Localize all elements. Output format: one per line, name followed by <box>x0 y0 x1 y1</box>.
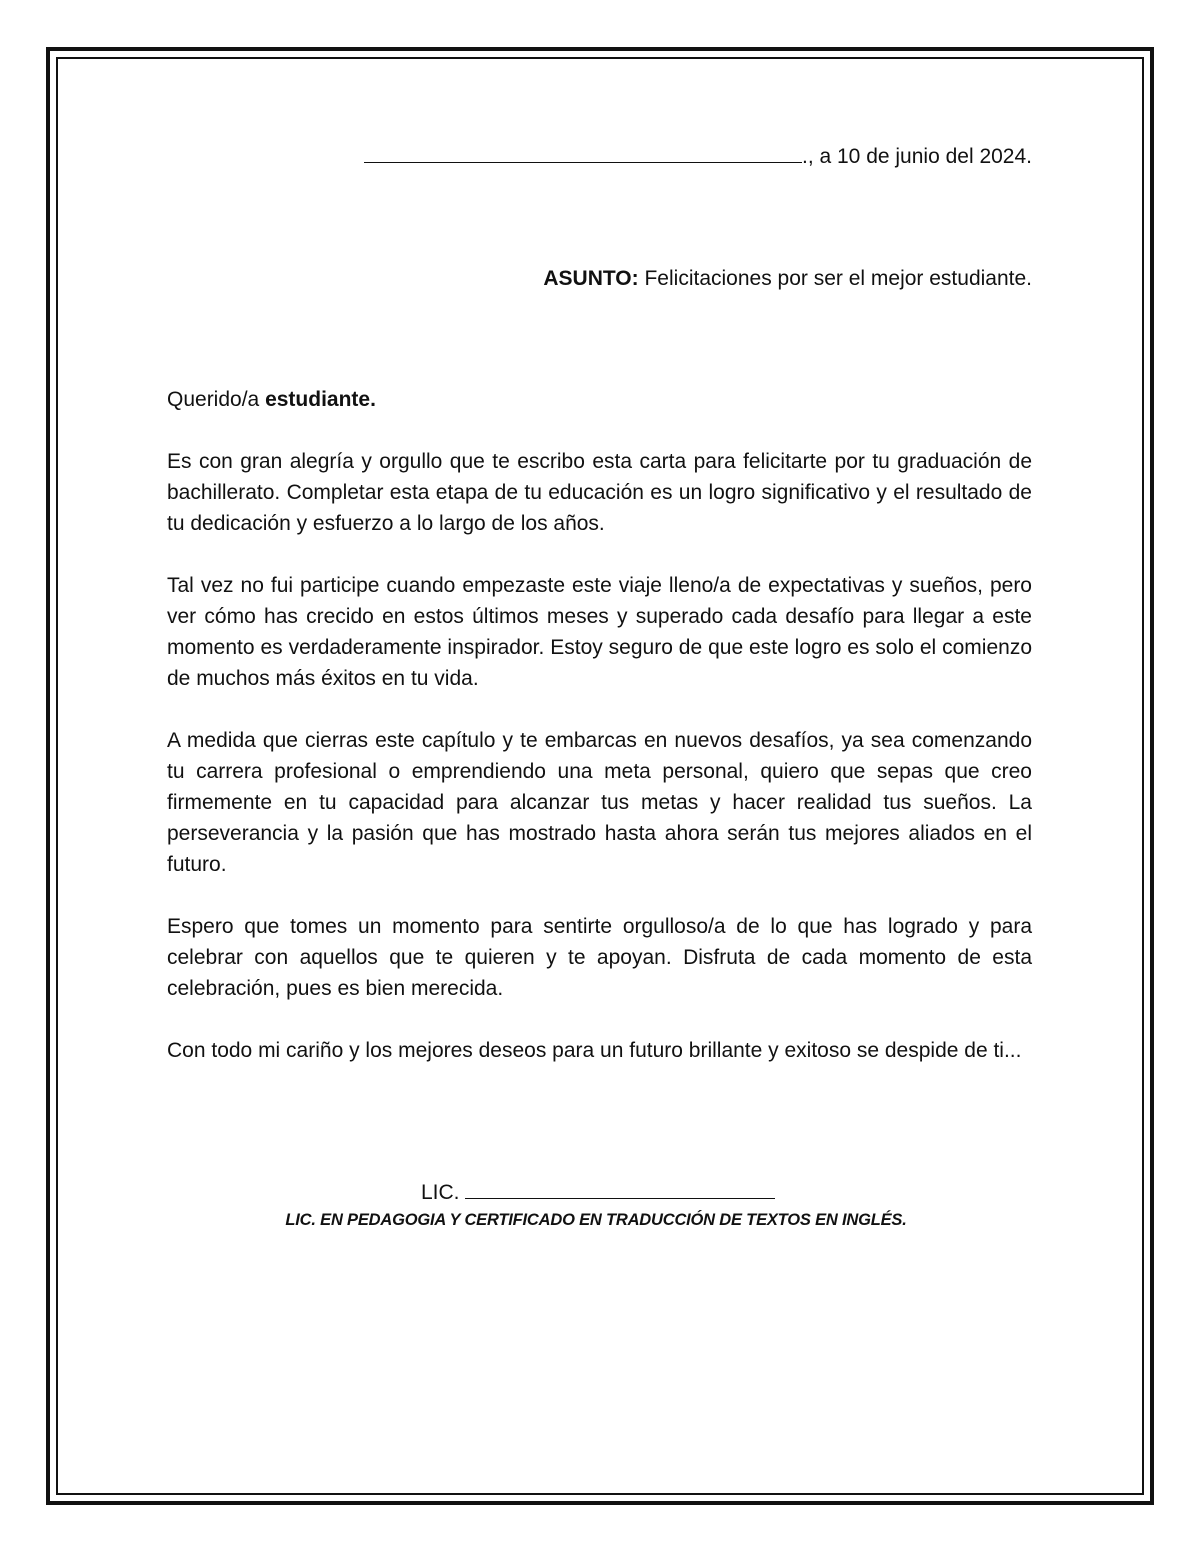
salutation-name: estudiante. <box>265 388 376 411</box>
paragraph: Espero que tomes un momento para sentirte orgulloso/a de lo que has logrado y para celebrar con aquellos que te quieren y te apoyan. Disfruta de cada momento de esta celebración, pues es bien merecida. <box>167 915 1032 1000</box>
signature-blank <box>465 1178 775 1199</box>
subject-line <box>543 264 1032 294</box>
place-blank <box>364 142 802 163</box>
signature-line <box>421 1178 775 1208</box>
paragraph: Con todo mi cariño y los mejores deseos para un futuro brillante y exitoso se despide de ti... <box>167 1039 1022 1062</box>
salutation <box>167 384 1032 415</box>
signature-prefix: LIC. <box>421 1181 466 1204</box>
date-line <box>364 142 1032 172</box>
signature-title: LIC. EN PEDAGOGIA Y CERTIFICADO EN TRADUCCIÓN DE TEXTOS EN INGLÉS. <box>285 1211 907 1229</box>
salutation-prefix: Querido/a <box>167 388 266 411</box>
paragraph: A medida que cierras este capítulo y te embarcas en nuevos desafíos, ya sea comenzando tu carrera profesional o emprendiendo una meta personal, quiero que sepas que creo firmemente en tu capacidad para alcanzar tus metas y hacer realidad tus sueños. La perseverancia y la pasión que has mostrado hasta ahora serán tus mejores aliados en el futuro. <box>167 729 1032 876</box>
paragraph: Tal vez no fui participe cuando empezaste este viaje lleno/a de expectativas y sueños, pero ver cómo has crecido en estos últimos meses y superado cada desafío para llegar a este momento es verdaderamente inspirador. Estoy seguro de que este logro es solo el comienzo de muchos más éxitos en tu vida. <box>167 574 1032 690</box>
subject-text: Felicitaciones por ser el mejor estudiante. <box>638 267 1032 290</box>
paragraph: Es con gran alegría y orgullo que te escribo esta carta para felicitarte por tu graduación de bachillerato. Completar esta etapa de tu educación es un logro significativo y el resultado de tu dedicación y esfuerzo a lo largo de los años. <box>167 450 1032 535</box>
subject-label: ASUNTO: <box>543 267 639 290</box>
date-text: ., a 10 de junio del 2024. <box>801 145 1032 168</box>
letter-text <box>167 384 1032 1097</box>
